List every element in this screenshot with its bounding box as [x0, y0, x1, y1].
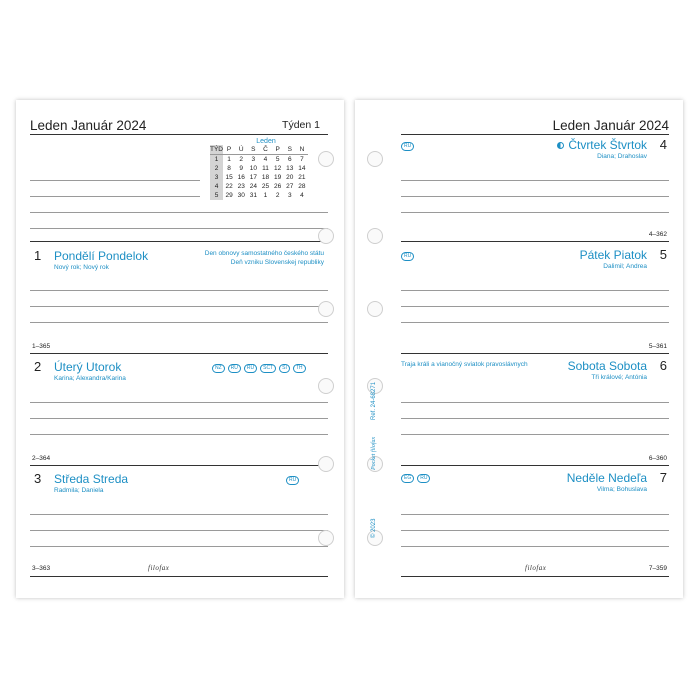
day-count: 1–365 [32, 343, 51, 350]
country-badges [401, 142, 414, 151]
calendar-day: 12 [274, 165, 282, 172]
calendar-day: 1 [227, 156, 231, 163]
binder-hole [318, 456, 334, 472]
day-name: Úterý Utorok [54, 360, 122, 374]
name-days: Nový rok; Nový rok [54, 264, 109, 271]
binder-hole [318, 301, 334, 317]
note-line [30, 196, 200, 197]
calendar-day: 28 [298, 183, 306, 190]
section-divider [401, 353, 669, 354]
section-divider [30, 353, 328, 354]
note-line [30, 306, 328, 307]
binder-hole [367, 151, 383, 167]
calendar-day: 3 [251, 156, 256, 163]
note-line [401, 546, 669, 547]
calendar-day: 3 [287, 192, 292, 199]
calendar-day: 6 [287, 156, 292, 163]
name-days: Vilma; Bohuslava [596, 486, 647, 493]
country-badges [286, 476, 299, 485]
country-badge: RU [244, 364, 257, 373]
note-line [30, 290, 328, 291]
day-count: 5–361 [648, 343, 667, 350]
calendar-day: 26 [274, 183, 282, 190]
right-page [355, 100, 683, 598]
note-line [401, 290, 669, 291]
calendar-day: 2 [239, 156, 244, 163]
note-line [401, 212, 669, 213]
name-days: Diana; Drahoslav [597, 153, 647, 160]
note-line [30, 530, 328, 531]
calendar-day: 2 [275, 192, 280, 199]
country-badge: EG [401, 474, 414, 483]
header-rule [401, 134, 669, 135]
calendar-day: 15 [225, 174, 233, 181]
country-badge: RU [228, 364, 241, 373]
calendar-day: 17 [249, 174, 257, 181]
weekday-label: P [223, 145, 235, 155]
country-badge: RU [417, 474, 430, 483]
calendar-day: 31 [249, 192, 257, 199]
section-divider [401, 465, 669, 466]
name-days: Karina; Alexandra/Karina [54, 375, 126, 382]
name-days: Dalimil; Andrea [603, 263, 647, 270]
calendar-day: 8 [227, 165, 231, 172]
day-count: 4–362 [648, 231, 667, 238]
calendar-day: 4 [263, 156, 268, 163]
calendar-day: 20 [286, 174, 294, 181]
holiday-text: Traja králi a vianočný sviatok pravoslávnych [401, 361, 528, 368]
country-badge: NZ [212, 364, 225, 373]
calendar-day: 21 [298, 174, 306, 181]
day-count: 2–364 [32, 455, 51, 462]
note-line [401, 418, 669, 419]
day-name-text: Čtvrtek Štvrtok [568, 138, 647, 152]
holiday-line: Deň vzniku Slovenskej republiky [230, 259, 324, 266]
note-line [30, 434, 328, 435]
calendar-day: 1 [263, 192, 268, 199]
note-line [401, 402, 669, 403]
binder-hole [318, 378, 334, 394]
copyright-text: © 2023 [371, 518, 377, 538]
left-page [16, 100, 344, 598]
country-badge: SCT [260, 364, 276, 373]
day-count: 7–359 [648, 565, 667, 572]
footer-rule [401, 576, 669, 577]
mini-calendar-week-header: TÝD [210, 146, 223, 153]
note-line [30, 418, 328, 419]
day-name: Středa Streda [54, 472, 129, 486]
calendar-day: 5 [275, 156, 280, 163]
note-line [401, 180, 669, 181]
week-number: 5 [210, 191, 223, 200]
day-name [557, 138, 647, 152]
calendar-day: 14 [298, 165, 306, 172]
day-number: 1 [34, 248, 42, 263]
calendar-day: 24 [249, 183, 257, 190]
calendar-day: 9 [239, 165, 244, 172]
country-badge: RU [286, 476, 299, 485]
calendar-day: 19 [274, 174, 282, 181]
filofax-logo: filofax [148, 564, 170, 572]
holiday-line: Den obnovy samostatného českého státu [204, 250, 324, 257]
calendar-day: 23 [237, 183, 245, 190]
name-days: Tři králové; Antónia [591, 374, 647, 381]
brand-mark: Pocket filofax [371, 436, 377, 470]
calendar-day: 25 [261, 183, 270, 190]
weekday-label: P [272, 145, 284, 155]
filofax-logo: filofax [525, 564, 547, 572]
page-title: Leden Január 2024 [30, 118, 147, 133]
note-line [401, 514, 669, 515]
note-line [30, 228, 328, 229]
weekday-label: S [247, 145, 259, 155]
weekday-label: Ú [235, 145, 247, 155]
country-badge: TH [293, 364, 306, 373]
week-label: Týden 1 [282, 119, 320, 131]
name-days: Radmila; Daniela [54, 487, 104, 494]
spine-info [371, 360, 381, 540]
weekday-label: S [284, 145, 296, 155]
day-name: Neděle Nedeľa [566, 471, 647, 485]
note-line [30, 402, 328, 403]
note-line [401, 530, 669, 531]
note-line [30, 180, 200, 181]
calendar-day: 7 [300, 156, 304, 163]
calendar-day: 30 [237, 192, 245, 199]
country-badge: RU [401, 142, 414, 151]
day-number: 7 [659, 470, 667, 485]
weekday-label: Č [259, 145, 271, 155]
mini-calendar [210, 138, 308, 200]
reference-number: Ref. 24-68271 [371, 381, 377, 420]
header-rule [30, 134, 328, 135]
country-badges [401, 474, 430, 483]
note-line [30, 212, 328, 213]
holiday-text [205, 249, 324, 267]
moon-phase-icon [557, 142, 564, 149]
note-line [30, 322, 328, 323]
country-badge: RU [401, 252, 414, 261]
binder-hole [367, 301, 383, 317]
note-line [401, 322, 669, 323]
note-line [401, 196, 669, 197]
calendar-day: 13 [286, 165, 294, 172]
week-number: 2 [210, 164, 223, 173]
section-divider [30, 241, 328, 242]
day-count: 6–360 [648, 455, 667, 462]
week-number: 1 [210, 155, 223, 165]
binder-hole [367, 228, 383, 244]
day-number: 4 [659, 137, 667, 152]
day-count: 3–363 [32, 565, 51, 572]
country-badge: SI [279, 364, 290, 373]
note-line [30, 546, 328, 547]
binder-hole [318, 151, 334, 167]
section-divider [401, 241, 669, 242]
calendar-day: 4 [300, 192, 304, 199]
mini-calendar-title: Leden [256, 138, 276, 145]
calendar-day: 29 [225, 192, 233, 199]
calendar-day: 10 [249, 165, 257, 172]
footer-rule [30, 576, 328, 577]
day-number: 6 [659, 358, 667, 373]
country-badges [212, 364, 306, 373]
week-number: 4 [210, 182, 223, 191]
section-divider [30, 465, 328, 466]
note-line [401, 306, 669, 307]
day-number: 2 [34, 359, 42, 374]
calendar-day: 27 [286, 183, 294, 190]
country-badges [401, 252, 414, 261]
binder-hole [318, 530, 334, 546]
day-name: Pondělí Pondelok [54, 249, 149, 263]
day-number: 3 [34, 471, 42, 486]
page-title: Leden Január 2024 [552, 118, 669, 133]
day-name: Sobota Sobota [567, 359, 647, 373]
weekday-label: N [296, 145, 308, 155]
week-number: 3 [210, 173, 223, 182]
note-line [30, 514, 328, 515]
note-line [401, 434, 669, 435]
day-name: Pátek Piatok [579, 248, 647, 262]
calendar-day: 18 [261, 174, 270, 181]
calendar-day: 11 [262, 165, 269, 172]
binder-hole [318, 228, 334, 244]
day-number: 5 [659, 247, 667, 262]
calendar-day: 22 [225, 183, 233, 190]
calendar-day: 16 [237, 174, 245, 181]
